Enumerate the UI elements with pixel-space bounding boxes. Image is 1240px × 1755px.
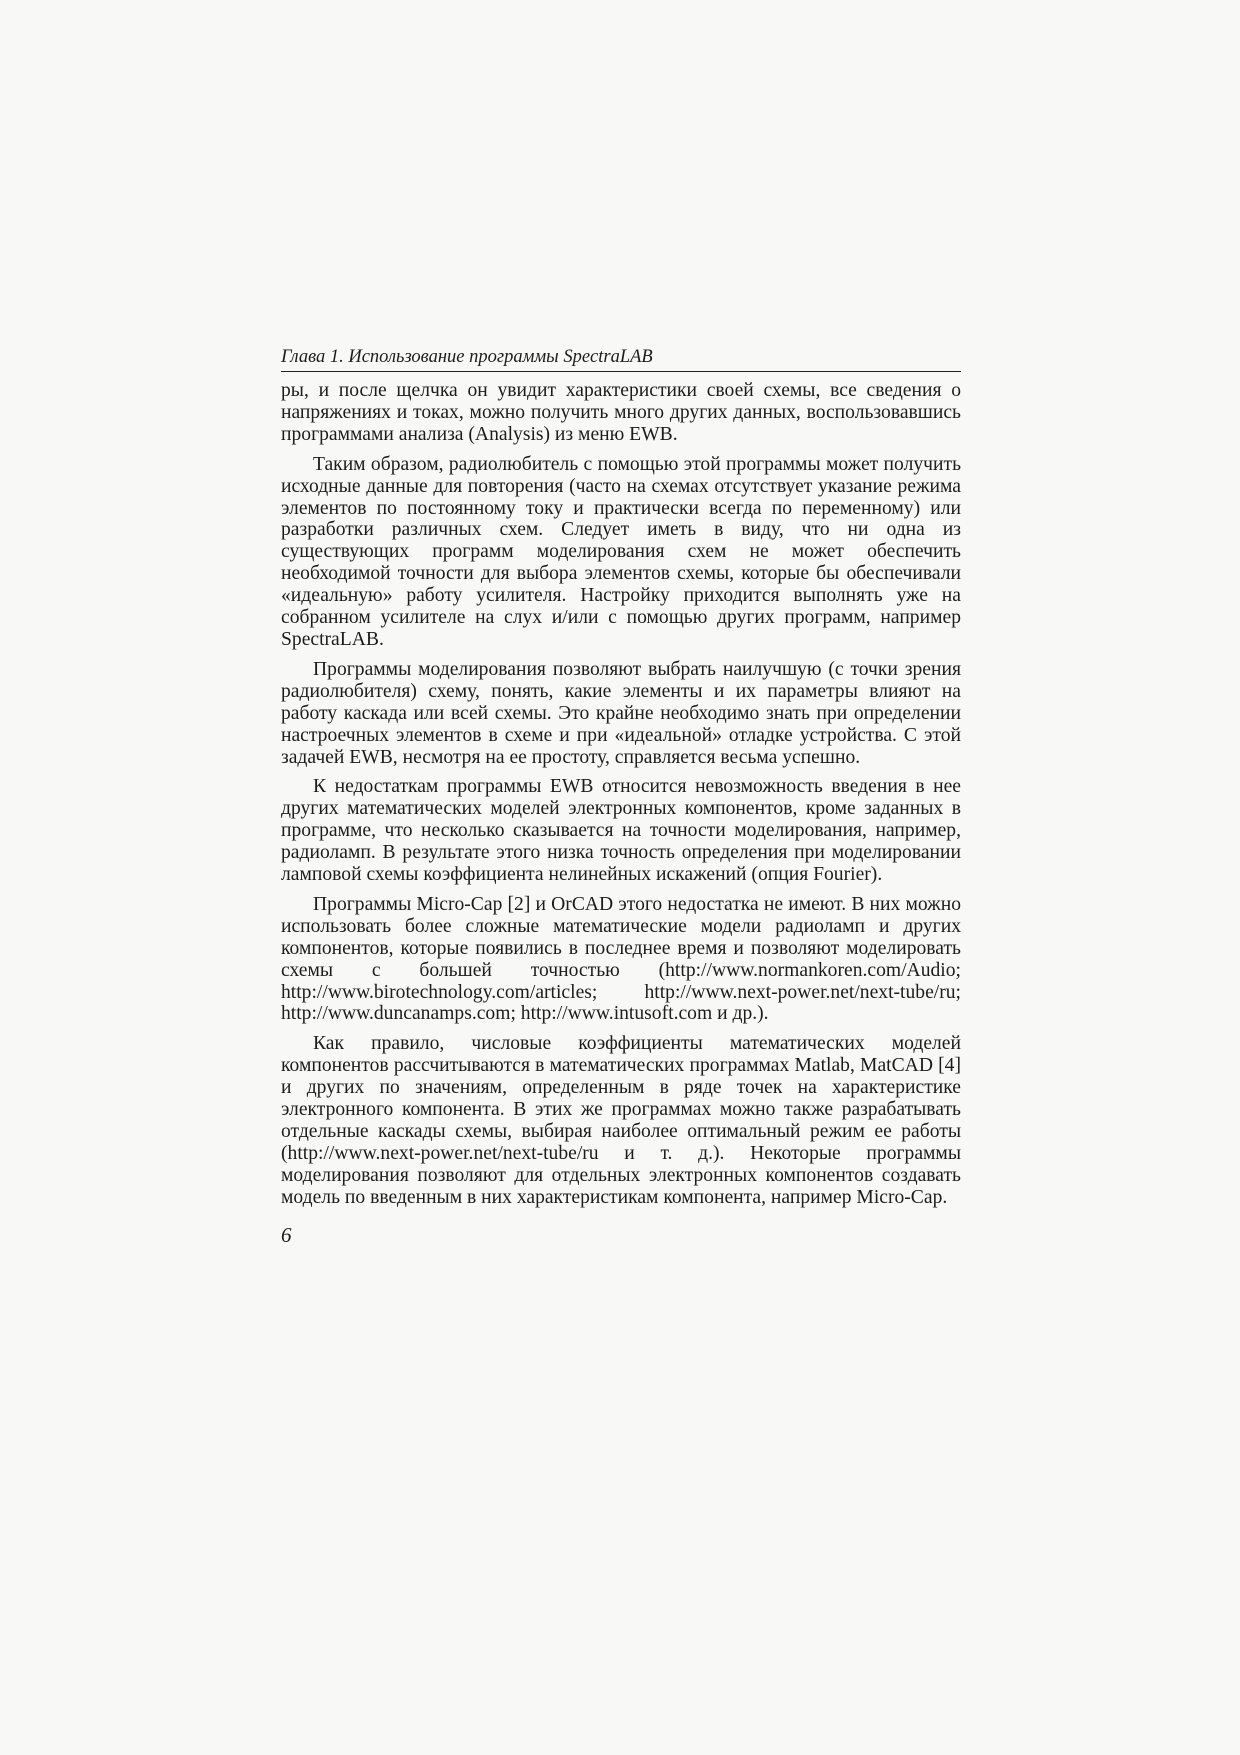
page-number: 6 <box>281 1222 292 1247</box>
paragraph: Программы моделирования позволяют выбрать наилучшую (с точки зрения радиолюбителя) схему, понять, какие элементы и их параметры влияют на работу каскада или всей схемы. Это крайне необходимо знать при определении настроечных элементов в схеме и при «идеальной» отладке устройства. С этой задачей EWB, несмотря на ее простоту, справляется весьма успешно. <box>281 658 961 768</box>
paragraph: Программы Micro-Cap [2] и OrCAD этого недостатка не имеют. В них можно использовать более сложные математические модели радиоламп и других компонентов, которые появились в последнее время и позволяют моделировать схемы с большей точностью (http://www.normankoren.com/Audio; http://www.birotechnology.com/articles; http://www.next-power.net/next-tube/ru; http://www.duncanamps.com; http://www.intusoft.com и др.). <box>281 893 961 1025</box>
paragraph-continuation: ры, и после щелчка он увидит характеристики своей схемы, все сведения о напряжениях и токах, можно получить много других данных, воспользовавшись программами анализа (Analysis) из меню EWB. <box>281 380 961 445</box>
paragraph: Таким образом, радиолюбитель с помощью этой программы может получить исходные данные для повторения (часто на схемах отсутствует указание режима элементов по постоянному току и практически всегда по переменному) или разработки различных схем. Следует иметь в виду, что ни одна из существующих программ моделирования схем не может обеспечить необходимой точности для выбора элементов схемы, которые бы обеспечивали «идеальную» работу усилителя. Настройку приходится выполнять уже на собранном усилителе на слух и/или с помощью других программ, например SpectraLAB. <box>281 453 961 650</box>
page-content <box>281 346 961 1247</box>
running-head: Глава 1. Использование программы SpectraLAB <box>281 346 961 372</box>
body-text <box>281 380 961 1209</box>
paragraph: Как правило, числовые коэффициенты математических моделей компонентов рассчитываются в математических программах Matlab, MatCAD [4] и других по значениям, определенным в ряде точек на характеристике электронного компонента. В этих же программах можно также разрабатывать отдельные каскады схемы, выбирая наиболее оптимальный режим ее работы (http://www.next-power.net/next-tube/ru и т. д.). Некоторые программы моделирования позволяют для отдельных электронных компонентов создавать модель по введенным в них характеристикам компонента, например Micro-Cap. <box>281 1033 961 1208</box>
paragraph: К недостаткам программы EWB относится невозможность введения в нее других математических моделей электронных компонентов, кроме заданных в программе, что несколько сказывается на точности моделирования, например, радиоламп. В результате этого низка точность определения при моделировании ламповой схемы коэффициента нелинейных искажений (опция Fourier). <box>281 776 961 886</box>
